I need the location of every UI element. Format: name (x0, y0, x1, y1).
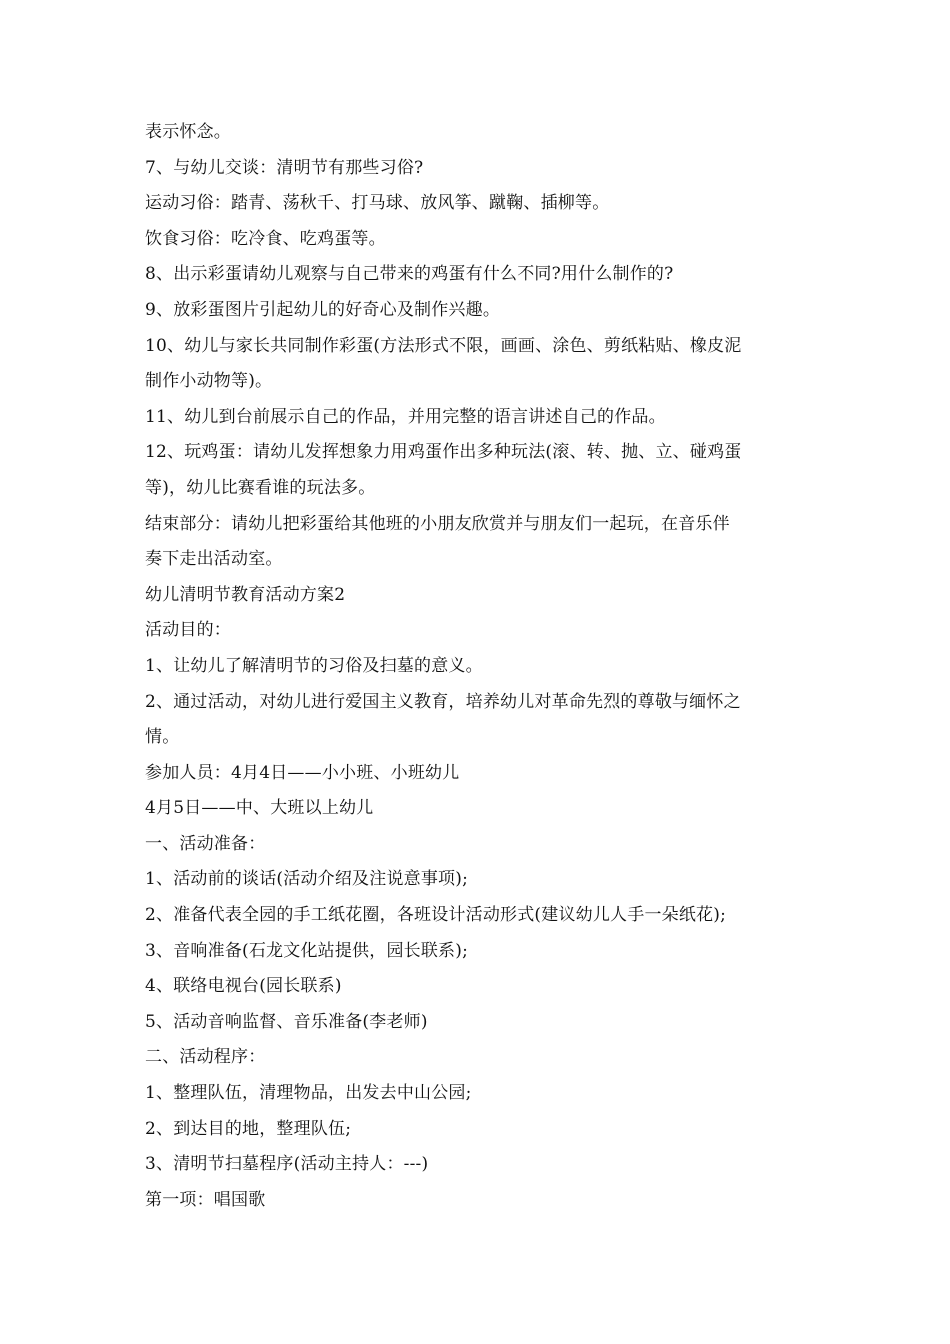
text-line: 8、出示彩蛋请幼儿观察与自己带来的鸡蛋有什么不同?用什么制作的? (145, 264, 674, 285)
document-body (145, 115, 810, 1218)
section-heading: 二、活动程序： (145, 1047, 266, 1068)
section-heading: 一、活动准备： (145, 833, 266, 854)
text-line: 5、活动音响监督、音乐准备(李老师) (145, 1011, 428, 1032)
text-line: 表示怀念。 (145, 122, 231, 142)
text-line: 2、通过活动，对幼儿进行爱国主义教育，培养幼儿对革命先烈的尊敬与缅怀之 (145, 691, 741, 712)
text-line: 第一项：唱国歌 (145, 1189, 266, 1210)
text-line: 制作小动物等)。 (145, 371, 273, 392)
text-line: 12、玩鸡蛋：请幼儿发挥想象力用鸡蛋作出多种玩法(滚、转、抛、立、碰鸡蛋 (145, 442, 742, 463)
text-line: 参加人员：4月4日——小小班、小班幼儿 (145, 762, 460, 783)
text-line: 运动习俗：踏青、荡秋千、打马球、放风筝、蹴鞠、插柳等。 (145, 193, 610, 214)
text-line: 奏下走出活动室。 (145, 549, 283, 570)
text-line: 4、联络电视台(园长联系) (145, 976, 342, 997)
text-line: 3、清明节扫墓程序(活动主持人：---) (145, 1154, 429, 1175)
text-line: 2、准备代表全园的手工纸花圈，各班设计活动形式(建议幼儿人手一朵纸花); (145, 905, 727, 926)
text-line: 7、与幼儿交谈：清明节有那些习俗? (145, 157, 424, 178)
text-line: 情。 (145, 727, 180, 748)
text-line: 1、整理队伍，清理物品，出发去中山公园; (145, 1083, 472, 1104)
text-line: 等)，幼儿比赛看谁的玩法多。 (145, 477, 376, 498)
text-line: 2、到达目的地，整理队伍; (145, 1118, 352, 1139)
text-line: 1、活动前的谈话(活动介绍及注说意事项); (145, 869, 469, 890)
text-line: 结束部分：请幼儿把彩蛋给其他班的小朋友欣赏并与朋友们一起玩，在音乐伴 (145, 513, 730, 534)
section-title: 幼儿清明节教育活动方案2 (145, 584, 346, 605)
text-line: 10、幼儿与家长共同制作彩蛋(方法形式不限，画画、涂色、剪纸粘贴、橡皮泥 (145, 335, 742, 356)
text-line: 1、让幼儿了解清明节的习俗及扫墓的意义。 (145, 655, 483, 676)
text-line: 饮食习俗：吃冷食、吃鸡蛋等。 (145, 228, 386, 249)
text-line: 活动目的： (145, 620, 231, 641)
text-line: 9、放彩蛋图片引起幼儿的好奇心及制作兴趣。 (145, 299, 501, 320)
text-line: 11、幼儿到台前展示自己的作品，并用完整的语言讲述自己的作品。 (145, 406, 666, 427)
text-line: 4月5日——中、大班以上幼儿 (145, 798, 374, 819)
text-line: 3、音响准备(石龙文化站提供，园长联系); (145, 940, 469, 961)
